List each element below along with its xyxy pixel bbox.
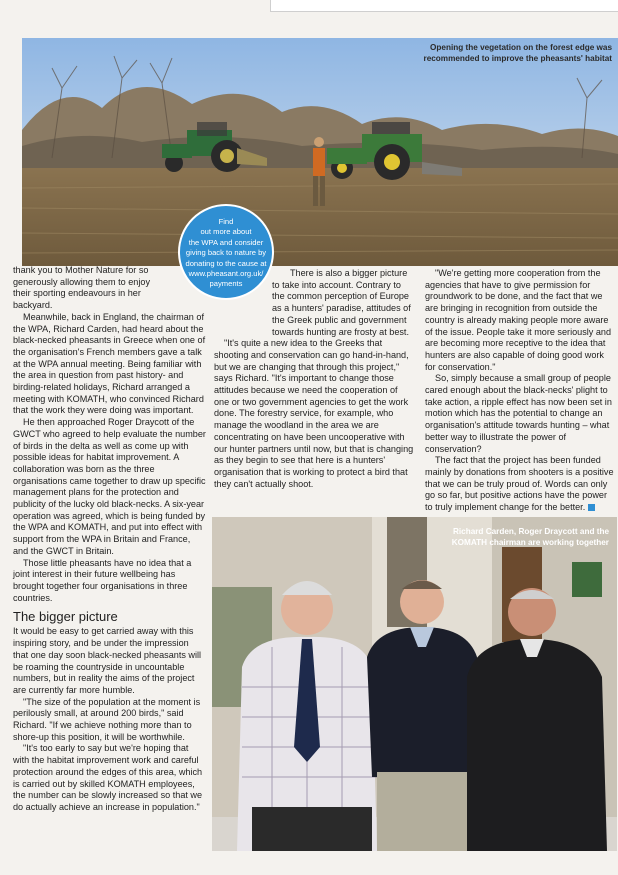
- page-edge-strip: [270, 0, 618, 12]
- article-column-2: [214, 268, 414, 490]
- callout-line: out more about: [200, 227, 252, 237]
- paragraph-text: The fact that the project has been funded mainly by donations from shooters is a positive that we can be truly proud of. Words can only go so far, but positive actions have the power to truly implement change for the better.: [425, 455, 614, 513]
- callout-link[interactable]: www.pheasant.org.uk/: [188, 269, 264, 279]
- three-men-illustration: [212, 517, 617, 851]
- callout-line: giving back to nature by: [185, 248, 267, 258]
- article-column-1: [13, 265, 206, 814]
- paragraph: It would be easy to get carried away with this inspiring story, and be under the impression that one day soon black-necked pheasants will be roaming the countryside in uncountable numbers, but in reality the aims of the project are currently far more humble.: [13, 626, 202, 695]
- paragraph: "It's too early to say but we're hoping that with the habitat improvement work and careful protection around the edges of this area, which is carried out by skilled KOMATH employees, the number can be slowly increased so that we do actually achieve an increase in population.": [13, 743, 203, 812]
- section-heading: The bigger picture: [13, 609, 118, 625]
- paragraph: So, simply because a small group of people cared enough about the black-necks' plight to take action, a ripple effect has now been set in motion which has the potential to change an organisation's attitude towards hunting – what better way to illustrate the power of conservation?: [425, 373, 612, 454]
- end-mark-icon: [588, 504, 595, 511]
- article-column-3: [425, 268, 615, 514]
- paragraph: There is also a bigger picture to take into account. Contrary to the common perception of Europe as a hunters' paradise, attitudes of the Greek public and government towards hunting are frosty at best.: [272, 268, 411, 337]
- paragraph: thank you to Mother Nature for so generously allowing them to enjoy their sporting endeavours in her backyard.: [13, 265, 150, 311]
- paragraph: "It's quite a new idea to the Greeks that shooting and conservation can go hand-in-hand, but we are changing that through this project," says Richard. "It's important to change those attitudes because we need the cooperation of one or two government agencies to get the work done. The forestry service, for example, who manage the woodland in the area we are concentrating on have been uncooperative with our hunter partners until now, but that is changing as they begin to see that here is a hunters' organisation that is working to protect a bird that they can't actually shoot.: [214, 338, 414, 489]
- callout-line: donating to the cause at: [185, 258, 267, 268]
- callout-link[interactable]: payments: [209, 279, 243, 289]
- paragraph: [425, 455, 615, 514]
- callout-line: the WPA and consider: [188, 237, 264, 247]
- paragraph: "The size of the population at the moment is perilously small, at around 200 birds," said Richard. "If we achieve nothing more than to shore-up this position, it will be worthwhile.: [13, 696, 201, 742]
- bottom-photo-caption: Richard Carden, Roger Draycott and the KOMATH chairman are working together: [451, 527, 609, 547]
- paragraph: Meanwhile, back in England, the chairman of the WPA, Richard Carden, had heard about the black-necked pheasants in Greece when one of the organisation's French members gave a talk at the WPA annual meeting. Being familiar with the area in question from past history- and birding-related holidays, Richard arranged a meeting with KOMATH, who convinced Richard that the work they were doing was important.: [13, 311, 206, 416]
- paragraph: He then approached Roger Draycott of the GWCT who agreed to help evaluate the number of birds in the delta as well as come up with possible ideas for habitat improvement. A collaboration was born as the three organisations came together to draw up specific management plans for the protection and publicity of the lucky old black-necks. A six-year operation was agreed, which is being funded by the WPA and KOMATH, and put into effect with support from the WPA in Britain and France, and the GWCT in Britain.: [13, 417, 206, 556]
- callout-line: Find: [218, 217, 234, 226]
- bottom-photo: [212, 517, 617, 851]
- top-photo: [22, 38, 618, 266]
- paragraph: "We're getting more cooperation from the agencies that have to give permission for groundwork to be done, and the fact that we are bringing in recognition from outside the country is already making people more aware of the issue. People take it more seriously and are becoming more receptive to the idea that hunters are also capable of doing good work for conservation.": [425, 268, 612, 372]
- top-photo-caption: Opening the vegetation on the forest edge was recommended to improve the pheasants' habitat: [423, 43, 612, 63]
- tractor-field-illustration: [22, 38, 618, 266]
- paragraph: Those little pheasants have no idea that a joint interest in their future wellbeing has brought together four organisations in three countries.: [13, 557, 192, 603]
